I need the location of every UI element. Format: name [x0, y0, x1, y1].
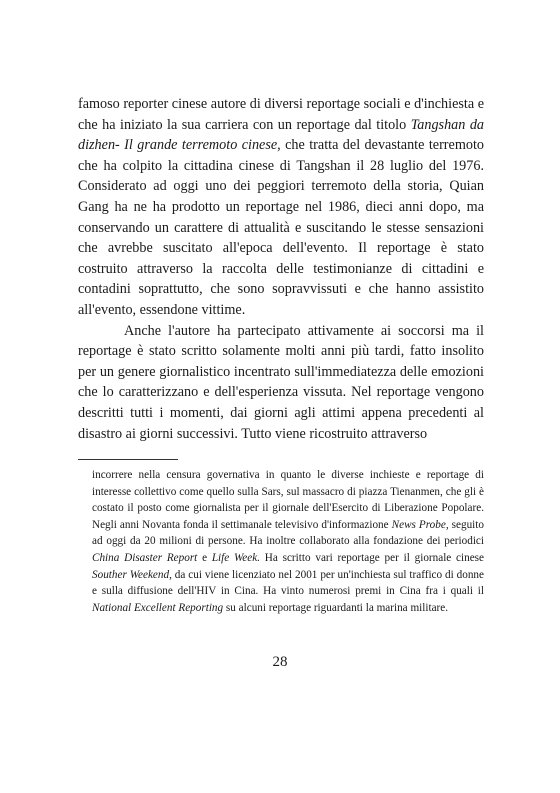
paragraph-1: famoso reporter cinese autore di diversi reportage sociali e d'inchiesta e che ha iniziato la sua carriera con un reportage dal titolo Tangshan da dizhen- Il grande terremoto cinese, che tratta del devastante terremoto che ha colpito la cittadina cinese di Tangshan il 28 luglio del 1976. Considerato ad oggi uno dei peggiori terremoto della storia, Quian Gang ha ne ha prodotto un reportage nel 1986, dieci anni dopo, ma conservando un carattere di attualità e suscitando le stesse sensazioni che avrebbe suscitato all'epoca dell'evento. Il reportage è stato costruito attraverso la raccolta delle testimonianze di cittadini e contadini soprattutto, che sono sopravvissuti e che hanno assistito all'evento, essendone vittime.: [78, 96, 485, 318]
page-number: 28: [272, 654, 288, 670]
reportage-title: Tangshan da dizhen- Il grande terremoto cinese: [78, 116, 485, 154]
footnote: [92, 467, 484, 616]
footnote-text: incorrere nella censura governativa in quanto le diverse inchieste e reportage di interesse collettivo come quello sulla Sars, sul massacro di piazza Tienanmen, che gli è costato il posto come giornalista per il giornale dell'Esercito di Liberazione Popolare. Negli anni Novanta fonda il settimanale televisivo d'informazione News Probe, seguito ad oggi da 20 milioni di persone. Ha inoltre collaborato alla fondazione dei periodici China Disaster Report e Life Week. Ha scritto vari reportage per il giornale cinese Souther Weekend, da cui viene licenziato nel 2001 per un'inchiesta sul traffico di donne e sulla diffusione dell'HIV in Cina. Ha vinto numerosi premi in Cina fra i quali il National Excellent Reporting su alcuni reportage riguardanti la marina militare.: [92, 469, 485, 614]
paragraph-2: Anche l'autore ha partecipato attivamente ai soccorsi ma il reportage è stato scritto solamente molti anni più tardi, fatto insolito per un genere giornalistico incentrato sull'immediatezza delle emozioni che lo caratterizzano e dell'esperienza vissuta. Nel reportage vengono descritti tutti i momenti, dai giorni agli attimi appena precedenti al disastro ai giorni successivi. Tutto viene ricostruito attraverso: [78, 322, 484, 442]
footnote-separator: [78, 459, 178, 460]
body-text: [78, 94, 484, 444]
